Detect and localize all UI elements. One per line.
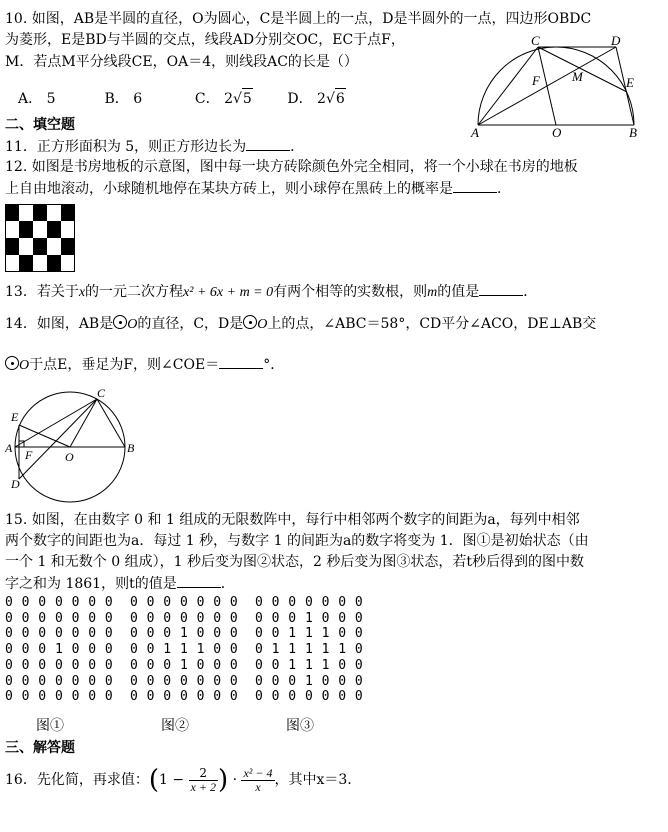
q16: 16．先化简，再求值：(1 − $\frac{2}{x + 2}$ ) · $\frac{\text{x² − 4}}{x}$ ，其中x＝3． <box>5 765 362 795</box>
circle-dot-symbol <box>243 315 257 329</box>
caption-3: 图③ <box>286 718 314 734</box>
label-o: O <box>65 450 74 464</box>
circle-dot-symbol <box>5 356 19 370</box>
label-d: D <box>11 477 20 491</box>
label-b: B <box>629 125 637 139</box>
q14-line2: O于点E，垂足为F，则∠COE＝ °． <box>5 354 284 376</box>
label-d: D <box>611 35 621 48</box>
q10-line3: M．若点M平分线段CE，OA＝4，则线段AC的长是（） <box>5 54 358 70</box>
option-b: B． 6 <box>104 91 143 107</box>
label-e: E <box>626 75 634 90</box>
q14-circle-figure <box>5 385 140 505</box>
black-tile <box>61 204 75 221</box>
option-d: D． 2√6 <box>287 88 345 109</box>
section-title-fill: 二、填空题 <box>5 117 75 133</box>
label-b: B <box>127 441 135 455</box>
circle-dot-symbol <box>113 315 127 329</box>
caption-1: 图① <box>36 718 64 734</box>
segment-cb <box>97 399 125 447</box>
label-c: C <box>531 35 540 48</box>
q12-line1: 12. 如图是书房地板的示意图，图中每一块方砖除颜色外完全相同，将一个小球在书房的地板 <box>5 159 578 175</box>
black-tile <box>47 255 61 272</box>
option-c: C． 2√5 <box>195 88 283 109</box>
black-tile <box>33 204 47 221</box>
q15-line1: 15. 如图，在由数字 0 和 1 组成的无限数阵中，每行中相邻两个数字的间距为a，每列中相邻 <box>5 512 580 528</box>
q10-semicircle-figure <box>466 35 646 139</box>
q15-line4: 字之和为 1861，则t的值是 ． <box>5 573 235 594</box>
segment-cd <box>19 399 97 479</box>
q13: 13．若关于x的一元二次方程x² + 6x + m = 0有两个相等的实数根，则m的值是 ． <box>5 281 537 303</box>
label-a: A <box>471 125 479 139</box>
black-tile <box>5 238 19 255</box>
q10-options <box>18 88 346 109</box>
black-tile <box>19 221 33 238</box>
q14-line1: 14．如图，AB是 O的直径，C，D是 O上的点，∠ABC＝58°，CD平分∠ACO，DE⊥AB交 <box>5 316 597 332</box>
q12-line2: 上自由地滚动，小球随机地停在某块方砖上，则小球停在黑砖上的概率是 ． <box>5 178 511 199</box>
label-f: F <box>25 448 33 462</box>
q10-line1: 10. 如图，AB是半圆的直径，O为圆心，C是半圆上的一点，D是半圆外的一点，四边形OBDC <box>5 11 592 27</box>
segment-ac <box>478 47 538 125</box>
label-c: C <box>97 386 106 400</box>
floor-tiles-figure <box>5 204 75 272</box>
black-tile <box>5 204 19 221</box>
label-a: A <box>5 441 13 455</box>
caption-2: 图② <box>161 718 189 734</box>
segment-ac <box>15 399 97 447</box>
label-f: F <box>532 73 540 88</box>
section-title-solve: 三、解答题 <box>5 740 75 756</box>
segment-oe <box>19 425 70 447</box>
q15-line3: 一个 1 和无数个 0 组成），1 秒后变为图②状态，2 秒后变为图③状态，若t秒后得到的图中数 <box>5 554 584 570</box>
matrix-2: 0 0 0 0 0 0 0 0 0 0 0 0 0 0 0 0 0 1 0 0 0 0 0 1 1 1 0 0 0 0 0 1 0 0 0 0 0 0 0 0 0 0 0 0 0 0 0 0 0 <box>130 595 239 705</box>
label-o: O <box>552 125 562 139</box>
q15-line2: 两个数字的间距也为a．每过 1 秒，与数字 1 的间距为a的数字将变为 1．图①是初始状态（由 <box>5 533 589 549</box>
option-a: A． 5 <box>18 91 56 107</box>
semicircle-arc <box>478 47 634 125</box>
q11: 11．正方形面积为 5，则正方形边长为 ． <box>5 136 304 157</box>
segment-ad <box>478 47 616 125</box>
black-tile <box>33 238 47 255</box>
matrix-1: 0 0 0 0 0 0 0 0 0 0 0 0 0 0 0 0 0 0 0 0 0 0 0 0 1 0 0 0 0 0 0 0 0 0 0 0 0 0 0 0 0 0 0 0 0 0 0 0 0 <box>5 595 114 705</box>
black-tile <box>47 221 61 238</box>
black-tile <box>61 238 75 255</box>
label-m: M <box>572 69 583 84</box>
label-e: E <box>11 410 19 424</box>
q10-line2: 为菱形，E是BD与半圆的交点，线段AD分别交OC，EC于点F， <box>5 32 405 48</box>
black-tile <box>19 255 33 272</box>
matrix-3: 0 0 0 0 0 0 0 0 0 0 1 0 0 0 0 0 1 1 1 0 0 0 1 1 1 1 1 0 0 0 1 1 1 0 0 0 0 0 1 0 0 0 0 0 0 0 0 0 0 <box>255 595 364 705</box>
